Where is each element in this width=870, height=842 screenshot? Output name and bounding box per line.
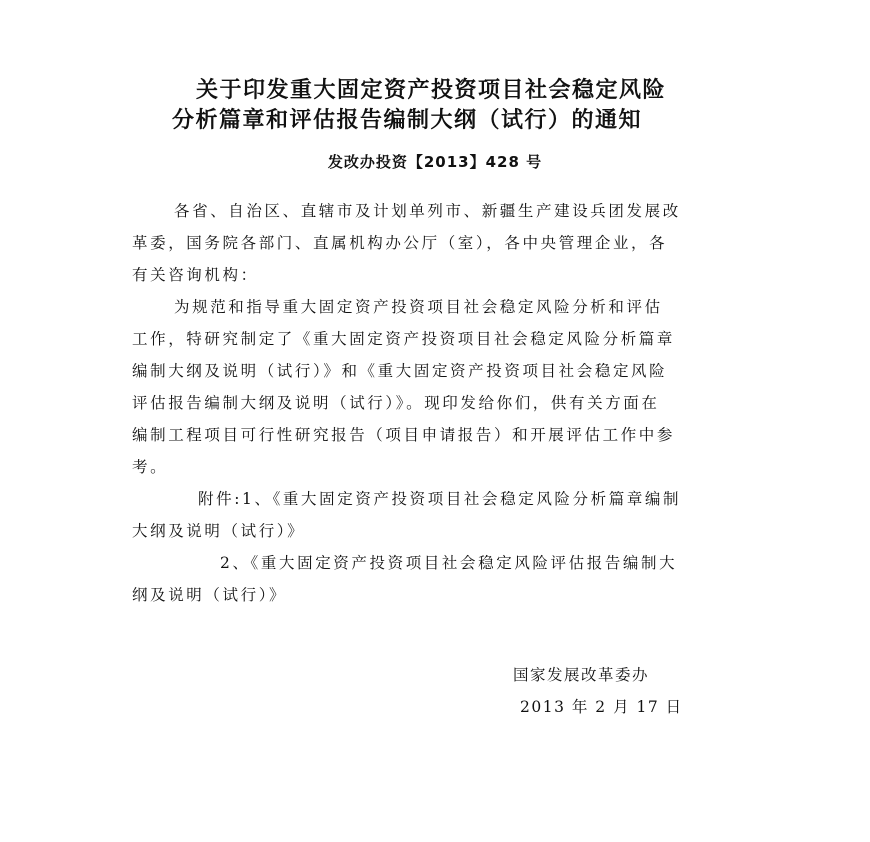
document-title-line-1: 关于印发重大固定资产投资项目社会稳定风险 bbox=[196, 78, 667, 103]
addressee-line-1: 各省、自治区、直辖市及计划单列市、新疆生产建设兵团发展改 bbox=[174, 202, 681, 220]
addressee-line-3: 有关咨询机构： bbox=[132, 266, 259, 284]
body-line-4: 评估报告编制大纲及说明（试行）》。现印发给你们，供有关方面在 bbox=[132, 394, 660, 412]
document-number: 发改办投资【2013】428 号 bbox=[327, 153, 543, 171]
body-line-3: 编制大纲及说明（试行）》和《重大固定资产投资项目社会稳定风险 bbox=[132, 362, 668, 380]
body-line-5: 编制工程项目可行性研究报告（项目申请报告）和开展评估工作中参 bbox=[132, 426, 676, 444]
body-line-6: 考。 bbox=[132, 458, 169, 476]
issuer-signature: 国家发展改革委办 bbox=[513, 666, 650, 684]
issue-date: 2013 年 2 月 17 日 bbox=[520, 698, 683, 716]
body-line-2: 工作，特研究制定了《重大固定资产投资项目社会稳定风险分析篇章 bbox=[132, 330, 676, 348]
attachment-2-line-1: 2、《重大固定资产投资项目社会稳定风险评估报告编制大 bbox=[220, 554, 678, 572]
body-line-1: 为规范和指导重大固定资产投资项目社会稳定风险分析和评估 bbox=[174, 298, 663, 316]
attachment-1-line-1: 附件:1、《重大固定资产投资项目社会稳定风险分析篇章编制 bbox=[198, 490, 682, 508]
attachment-1-line-2: 大纲及说明（试行）》 bbox=[132, 522, 306, 540]
document-title-line-2: 分析篇章和评估报告编制大纲（试行）的通知 bbox=[172, 108, 643, 133]
attachment-2-line-2: 纲及说明（试行）》 bbox=[132, 586, 288, 604]
addressee-line-2: 革委，国务院各部门、直属机构办公厅（室），各中央管理企业，各 bbox=[132, 234, 668, 252]
